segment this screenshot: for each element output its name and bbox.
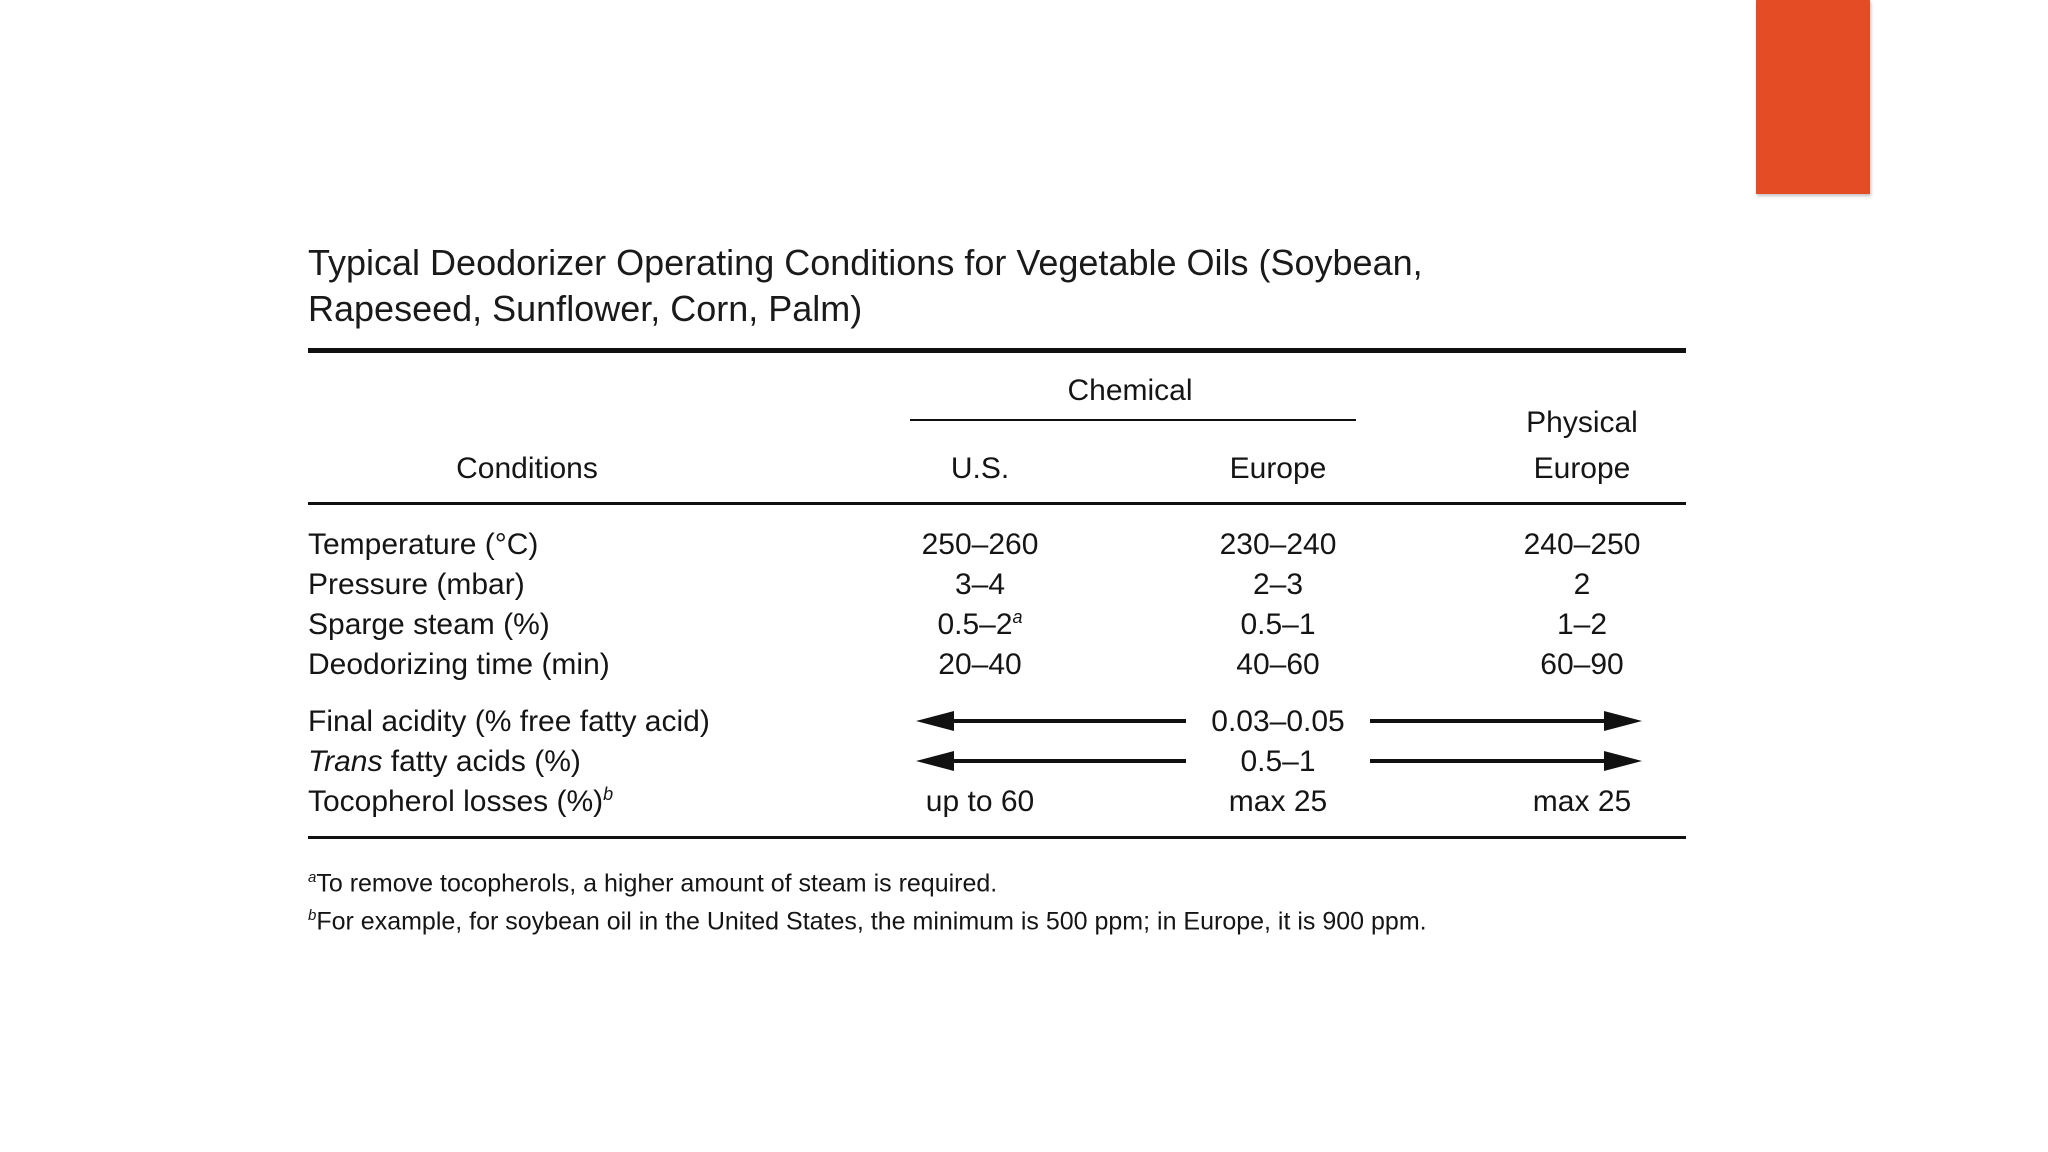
header-conditions: Conditions bbox=[456, 452, 598, 485]
row-tocopherol-losses-label bbox=[308, 784, 613, 820]
row-final-acidity-label: Final acidity (% free fatty acid) bbox=[308, 705, 710, 738]
table-title-line-2: Rapeseed, Sunflower, Corn, Palm) bbox=[308, 288, 863, 329]
row-deodorizing-time-europe: 40–60 bbox=[1236, 648, 1320, 681]
header-us: U.S. bbox=[950, 452, 1010, 485]
footnote-a bbox=[308, 862, 997, 899]
footnote-b bbox=[308, 900, 1427, 937]
row-tocopherol-losses-physical: max 25 bbox=[1532, 785, 1632, 818]
row-tocopherol-losses-label-text: Tocopherol losses (%) bbox=[308, 785, 604, 818]
row-pressure-label: Pressure (mbar) bbox=[308, 568, 525, 601]
right-arrow-icon bbox=[1370, 711, 1642, 731]
table-bottom-rule bbox=[308, 836, 1686, 839]
row-temperature-us: 250–260 bbox=[921, 528, 1039, 561]
footnote-b-mark: b bbox=[308, 907, 317, 924]
row-trans-fatty-acids-label-rest: fatty acids (%) bbox=[382, 745, 581, 778]
table-top-rule bbox=[308, 348, 1686, 353]
row-tocopherol-losses-us: up to 60 bbox=[925, 785, 1035, 818]
row-sparge-steam-europe: 0.5–1 bbox=[1240, 608, 1316, 641]
row-sparge-steam-us bbox=[937, 607, 1022, 643]
row-temperature-europe: 230–240 bbox=[1219, 528, 1337, 561]
row-sparge-steam-physical: 1–2 bbox=[1556, 608, 1608, 641]
right-arrow-icon bbox=[1370, 751, 1642, 771]
header-physical-line-1: Physical bbox=[1526, 406, 1638, 439]
table-title-line-1: Typical Deodorizer Operating Conditions for Vegetable Oils (Soybean, bbox=[308, 242, 1423, 283]
table-header-rule bbox=[308, 502, 1686, 505]
header-physical-line-2: Europe bbox=[1533, 452, 1631, 485]
row-trans-fatty-acids-label-italic: Trans bbox=[308, 745, 383, 778]
row-deodorizing-time-us: 20–40 bbox=[938, 648, 1022, 681]
table-title bbox=[308, 240, 1608, 332]
footnote-a-text: To remove tocopherols, a higher amount of steam is required. bbox=[316, 869, 998, 898]
footnote-mark-b: b bbox=[603, 784, 614, 804]
row-tocopherol-losses-europe: max 25 bbox=[1228, 785, 1328, 818]
left-arrow-icon bbox=[916, 751, 1186, 771]
chemical-span-rule bbox=[910, 419, 1356, 421]
row-temperature-physical: 240–250 bbox=[1523, 528, 1641, 561]
row-temperature-label: Temperature (°C) bbox=[308, 528, 539, 561]
header-europe: Europe bbox=[1229, 452, 1327, 485]
row-trans-fatty-acids-label bbox=[308, 744, 581, 780]
row-deodorizing-time-label: Deodorizing time (min) bbox=[308, 648, 610, 681]
footnote-mark-a: a bbox=[1012, 607, 1023, 627]
footnote-b-text: For example, for soybean oil in the United States, the minimum is 500 ppm; in Europe, it is 900 ppm. bbox=[316, 907, 1427, 936]
row-sparge-steam-us-value: 0.5–2 bbox=[937, 608, 1013, 641]
accent-bar bbox=[1756, 0, 1870, 194]
row-pressure-europe: 2–3 bbox=[1252, 568, 1304, 601]
row-pressure-physical: 2 bbox=[1573, 568, 1591, 601]
row-sparge-steam-label: Sparge steam (%) bbox=[308, 608, 550, 641]
row-deodorizing-time-physical: 60–90 bbox=[1540, 648, 1624, 681]
row-trans-fatty-acids-value: 0.5–1 bbox=[1240, 745, 1316, 778]
row-final-acidity-value: 0.03–0.05 bbox=[1211, 705, 1345, 738]
row-pressure-us: 3–4 bbox=[954, 568, 1006, 601]
left-arrow-icon bbox=[916, 711, 1186, 731]
footnote-a-mark: a bbox=[308, 869, 317, 886]
header-chemical: Chemical bbox=[1067, 374, 1193, 407]
